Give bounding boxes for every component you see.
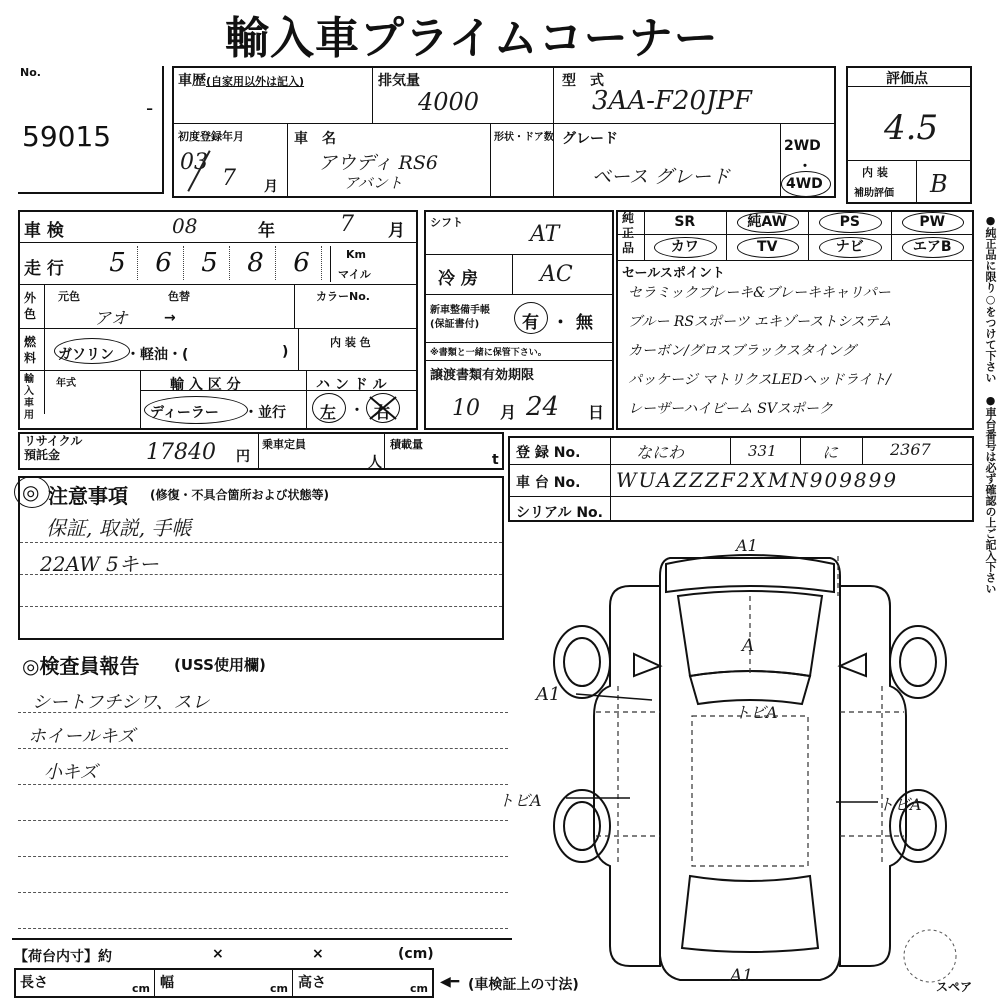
recycle-value: 17840	[146, 440, 216, 465]
score-value: 4.5	[884, 108, 939, 148]
sales-points-label: セールスポイント	[622, 266, 725, 281]
registration-v3: に	[822, 443, 839, 462]
score-label: 評価点	[886, 71, 928, 87]
sales-point-line: パッケージ マトリクスLEDヘッドライト/	[628, 372, 891, 388]
color-change-label: 色替	[168, 290, 190, 303]
diagram-spare-label: スペア	[936, 980, 973, 994]
handle-right: 右	[374, 403, 391, 422]
transfer-label: 譲渡書類有効期限	[430, 368, 535, 383]
car-name-value: アウディ RS6	[318, 152, 438, 174]
genuine-item-circle	[819, 237, 882, 258]
shape-label: 形状・ドア数	[494, 132, 554, 143]
cargo-label: 【荷台内寸】約	[14, 949, 112, 965]
sales-point-line: セラミックブレーキ&ブレーキキャリパー	[628, 285, 891, 301]
mileage-digits	[92, 246, 326, 280]
genuine-item-circle	[737, 212, 800, 233]
mileage-digit: 5	[190, 246, 230, 280]
diagram-left2-label: トビA	[498, 791, 542, 810]
handle-left: 左	[320, 403, 337, 422]
report-line-3: 小キズ	[44, 762, 98, 783]
notes-subtitle: (修復・不具合箇所および状態等)	[150, 488, 329, 502]
fuel-close: )	[282, 344, 289, 360]
fuel-gasoline: ガソリン	[58, 347, 114, 363]
cargo-length-label: 長さ	[20, 975, 48, 991]
genuine-item-circle	[902, 237, 965, 258]
genuine-item: PS	[809, 210, 892, 235]
cargo-height-label: 高さ	[298, 975, 326, 991]
recycle-label: リサイクル 預託金	[24, 434, 83, 462]
grade-value: ベース グレード	[592, 166, 731, 188]
inspection-month: 7	[340, 212, 354, 237]
sales-points-lines	[628, 282, 968, 428]
model-code-label: 型 式	[562, 73, 604, 89]
interior-score-value: B	[930, 170, 948, 198]
import-class-label: 輸 入 区 分	[170, 377, 241, 393]
genuine-item-circle	[737, 237, 800, 258]
transfer-day-unit: 日	[588, 403, 605, 422]
handle-left-circle	[312, 393, 346, 423]
cooling-value: AC	[540, 262, 573, 287]
first-reg-label: 初度登録年月	[178, 130, 244, 143]
notes-mark-circle	[14, 476, 50, 508]
genuine-item: ナビ	[809, 235, 892, 260]
mileage-digit: 8	[236, 246, 276, 280]
page-title: 輸入車プライムコーナー	[225, 13, 719, 64]
interior-color-label: 内 装 色	[330, 336, 371, 349]
report-title: ◎検査員報告	[22, 654, 140, 678]
first-reg-month-unit: 月	[264, 179, 278, 195]
cargo-unit: (cm)	[398, 946, 434, 962]
chassis-value: WUAZZZF2XMN909899	[616, 468, 899, 492]
import-year-label: 年式	[56, 378, 76, 389]
notes-title: 注意事項	[48, 484, 128, 508]
cargo-note: (車検証上の寸法)	[468, 977, 579, 993]
interior-score-label-2: 補助評価	[854, 188, 894, 199]
lot-number: 59015	[22, 120, 112, 153]
cargo-x2: ×	[312, 946, 324, 962]
first-reg-month: 7	[222, 166, 236, 191]
sales-point-line: カーボン/グロスブラックスタイング	[628, 343, 856, 359]
genuine-item-circle	[819, 212, 882, 233]
cargo-length-cm: cm	[132, 982, 150, 995]
load-unit: t	[492, 452, 499, 468]
genuine-item: カワ	[644, 235, 727, 260]
mileage-digit: 6	[144, 246, 184, 280]
recycle-unit: 円	[236, 449, 250, 465]
registration-v2: 331	[748, 442, 777, 460]
notes-line-1: 保証, 取説, 手帳	[46, 516, 192, 540]
sales-point-line: ブルー RSスポーツ エキゾーストシステム	[628, 314, 892, 330]
report-line-1: シートフチシワ、スレ	[32, 692, 210, 713]
fuel-gasoline-circle	[54, 338, 130, 364]
genuine-items-grid	[644, 210, 974, 260]
diagram-roof-label: トビA	[734, 703, 778, 722]
cargo-width-cm: cm	[270, 982, 288, 995]
warranty-sep: ・	[552, 313, 569, 333]
report-subtitle: (USS使用欄)	[174, 656, 266, 674]
color-no-label: カラーNo.	[316, 290, 370, 303]
cargo-width-label: 幅	[160, 975, 174, 991]
color-orig-value: アオ	[94, 309, 128, 329]
diagram-front-label: A1	[736, 536, 758, 555]
import-dealer: ディーラー	[150, 405, 219, 421]
drive-2wd: 2WD	[784, 138, 821, 154]
car-name-label: 車 名	[294, 131, 336, 147]
inspection-label: 車 検	[24, 221, 64, 241]
import-dealer-circle	[144, 396, 248, 424]
sales-point-line: レーザーハイビーム SVスポーク	[628, 401, 833, 417]
side-note-text: ●純正品に限り○をつけて下さい ●車台番号は必ず確認の上ご記入下さい	[984, 214, 997, 594]
model-code-value: 3AA-F20JPF	[592, 86, 752, 116]
genuine-item: SR	[644, 210, 727, 235]
fuel-label: 燃 料	[24, 335, 37, 365]
grade-label: グレード	[562, 131, 618, 147]
lot-suffix: -	[146, 96, 154, 120]
capacity-label: 乗車定員	[262, 438, 306, 451]
load-label: 積載量	[390, 438, 423, 451]
registration-label: 登 録 No.	[516, 445, 581, 461]
color-outer-label: 外 色	[24, 291, 37, 321]
diagram-hood-label: A	[742, 636, 755, 656]
fuel-others: ・軽油・(	[126, 347, 189, 363]
warranty-label: 新車整備手帳 (保証書付)	[430, 305, 490, 330]
warranty-note: ※書類と一緒に保管下さい。	[430, 348, 547, 358]
lot-label: No.	[20, 66, 41, 79]
drive-4wd-circle	[781, 171, 831, 197]
displacement-value: 4000	[418, 88, 480, 116]
genuine-item: 純AW	[727, 210, 810, 235]
cargo-arrow: ◀━	[440, 974, 460, 990]
diagram-left-label: A1	[536, 684, 561, 705]
inspection-month-unit: 月	[388, 221, 405, 241]
color-orig-label: 元色	[58, 290, 80, 303]
capacity-unit: 人	[368, 455, 382, 471]
drive-4wd: 4WD	[786, 176, 823, 192]
inspection-year-unit: 年	[258, 221, 275, 241]
recycle-box	[18, 432, 504, 470]
cargo-x1: ×	[212, 946, 224, 962]
transfer-month: 10	[452, 396, 480, 421]
mileage-digit: 6	[282, 246, 322, 280]
genuine-item-circle	[654, 237, 717, 258]
mileage-label: 走 行	[24, 259, 64, 279]
registration-v1: なにわ	[636, 443, 685, 462]
warranty-yes-circle	[514, 302, 548, 334]
inspection-year: 08	[172, 214, 198, 238]
transfer-month-unit: 月	[500, 403, 517, 422]
mileage-digit: 5	[98, 246, 138, 280]
genuine-label: 純 正 品	[622, 211, 635, 255]
handle-label: ハ ン ド ル	[316, 377, 387, 393]
drive-dot: ・	[798, 159, 812, 175]
cargo-height-cm: cm	[410, 982, 428, 995]
import-parallel: ・並行	[244, 405, 286, 421]
serial-label: シリアル No.	[516, 505, 603, 521]
handle-dot: ・	[350, 403, 364, 419]
history-label: 車歴(自家用以外は記入)	[178, 73, 305, 89]
genuine-item: PW	[892, 210, 975, 235]
cooling-label: 冷 房	[438, 269, 478, 289]
genuine-item: TV	[727, 235, 810, 260]
car-name-value-2: アバント	[344, 174, 403, 192]
diagram-rear-label: A1	[730, 966, 754, 986]
import-label: 輸 入 車 用	[24, 374, 34, 421]
color-arrow: →	[164, 310, 176, 326]
diagram-right-label: トビA	[878, 795, 922, 814]
notes-mark: ◎	[22, 480, 40, 504]
genuine-item-circle	[902, 212, 965, 233]
handle-right-cross	[366, 393, 400, 423]
shift-value: AT	[530, 222, 560, 247]
displacement-label: 排気量	[378, 73, 420, 89]
chassis-label: 車 台 No.	[516, 475, 581, 491]
cargo-dimension-box	[14, 968, 434, 998]
car-damage-diagram	[540, 536, 960, 996]
first-reg-year: 03	[180, 150, 208, 175]
warranty-yes: 有	[522, 313, 539, 333]
mileage-unit-mile: マイル	[338, 268, 371, 281]
transfer-day: 24	[526, 392, 560, 422]
mileage-unit-km: Km	[346, 248, 366, 261]
shift-label: シフト	[430, 216, 463, 229]
registration-v4: 2367	[890, 440, 931, 459]
interior-score-label: 内 装	[862, 166, 888, 179]
genuine-item: エアB	[892, 235, 975, 260]
report-line-2: ホイールキズ	[28, 726, 136, 747]
notes-line-2: 22AW 5キー	[40, 552, 159, 576]
warranty-no: 無	[576, 313, 593, 333]
